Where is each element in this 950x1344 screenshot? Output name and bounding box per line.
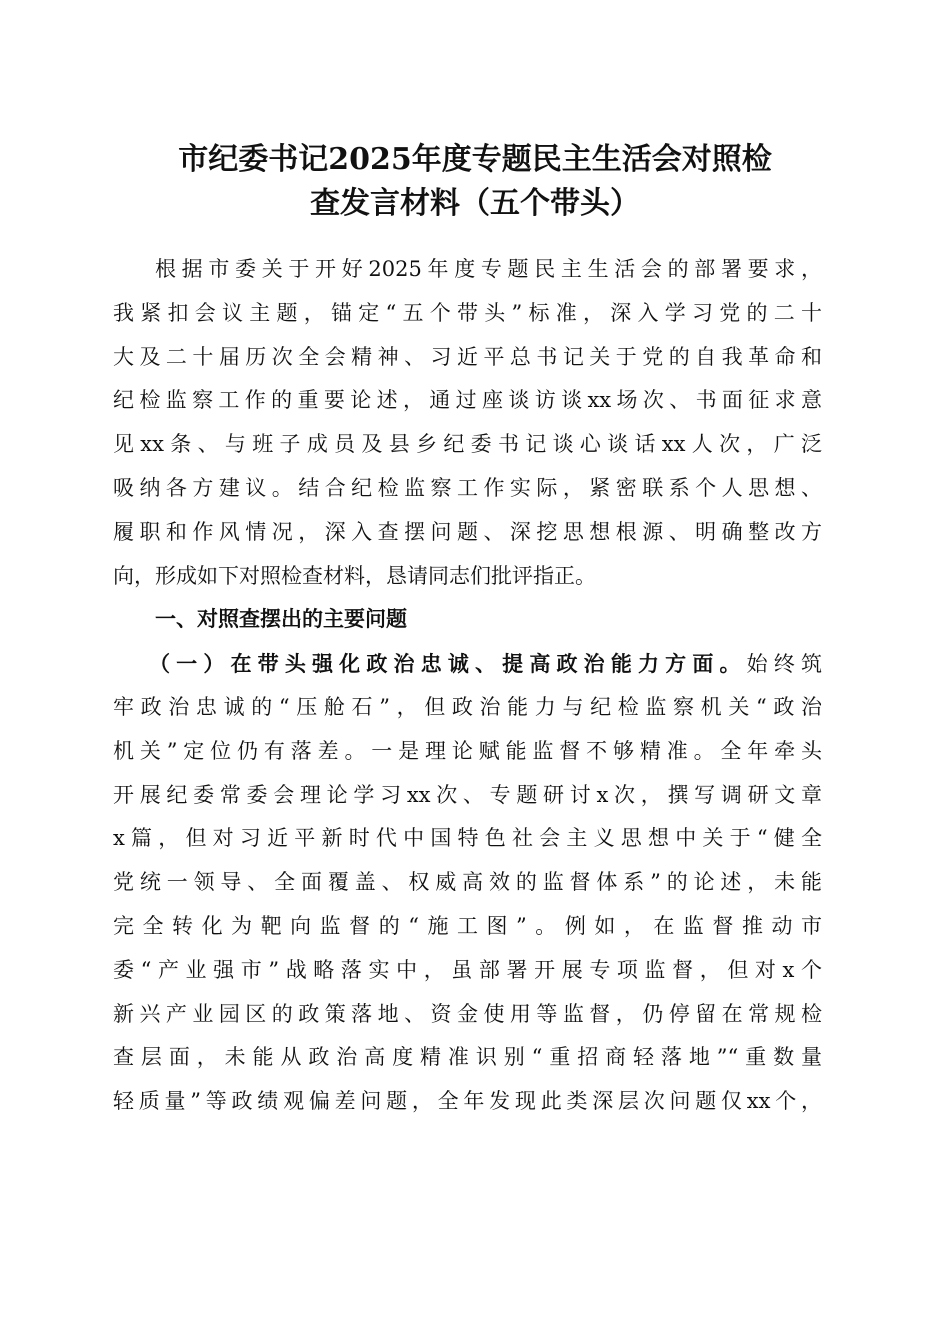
text-line: 纪检监察工作的重要论述，通过座谈访谈xx场次、书面征求意 bbox=[113, 388, 822, 413]
text-line: 吸纳各方建议。结合纪检监察工作实际，紧密联系个人思想、 bbox=[113, 475, 822, 500]
text-line bbox=[113, 642, 822, 686]
text-line: 新兴产业园区的政策落地、资金使用等监督，仍停留在常规检 bbox=[113, 1001, 822, 1026]
subsection-paragraph bbox=[113, 642, 822, 1124]
text-line: 我紧扣会议主题，锚定“五个带头”标准，深入学习党的二十 bbox=[113, 300, 822, 325]
text-line: 向，形成如下对照检查材料，恳请同志们批评指正。 bbox=[113, 563, 596, 588]
text-line: 履职和作风情况，深入查摆问题、深挖思想根源、明确整改方 bbox=[113, 519, 822, 544]
lead-rest: 始终筑 bbox=[746, 652, 823, 677]
document-body bbox=[113, 248, 822, 1124]
text-line: 大及二十届历次全会精神、习近平总书记关于党的自我革命和 bbox=[113, 344, 822, 369]
text-line: 开展纪委常委会理论学习xx次、专题研讨x次，撰写调研文章 bbox=[113, 782, 822, 807]
text-line: x篇，但对习近平新时代中国特色社会主义思想中关于“健全 bbox=[113, 826, 822, 851]
intro-paragraph bbox=[113, 248, 822, 598]
text-line: 委“产业强市”战略落实中，虽部署开展专项监督，但对x个 bbox=[113, 957, 822, 982]
text-line: 见xx条、与班子成员及县乡纪委书记谈心谈话xx人次，广泛 bbox=[113, 432, 822, 457]
title-line: 市纪委书记2025年度专题民主生活会对照检 bbox=[178, 142, 772, 177]
text-line: 党统一领导、全面覆盖、权威高效的监督体系”的论述，未能 bbox=[113, 870, 822, 895]
text-line: 轻质量”等政绩观偏差问题，全年发现此类深层次问题仅xx个， bbox=[113, 1089, 822, 1114]
subsection-lead: （一）在带头强化政治忠诚、提高政治能力方面。 bbox=[149, 651, 747, 677]
section-heading: 一、对照查摆出的主要问题 bbox=[155, 607, 407, 632]
text-line: 查层面，未能从政治高度精准识别“重招商轻落地”“重数量 bbox=[113, 1045, 822, 1070]
title-line: 查发言材料（五个带头） bbox=[310, 186, 640, 221]
text-line: 根据市委关于开好2025年度专题民主生活会的部署要求， bbox=[155, 257, 822, 281]
text-line: 牢政治忠诚的“压舱石”，但政治能力与纪检监察机关“政治 bbox=[113, 694, 822, 719]
document-title bbox=[100, 138, 850, 226]
text-line: 完全转化为靶向监督的“施工图”。例如，在监督推动市 bbox=[113, 913, 822, 938]
text-line: 机关”定位仍有落差。一是理论赋能监督不够精准。全年牵头 bbox=[113, 738, 822, 763]
